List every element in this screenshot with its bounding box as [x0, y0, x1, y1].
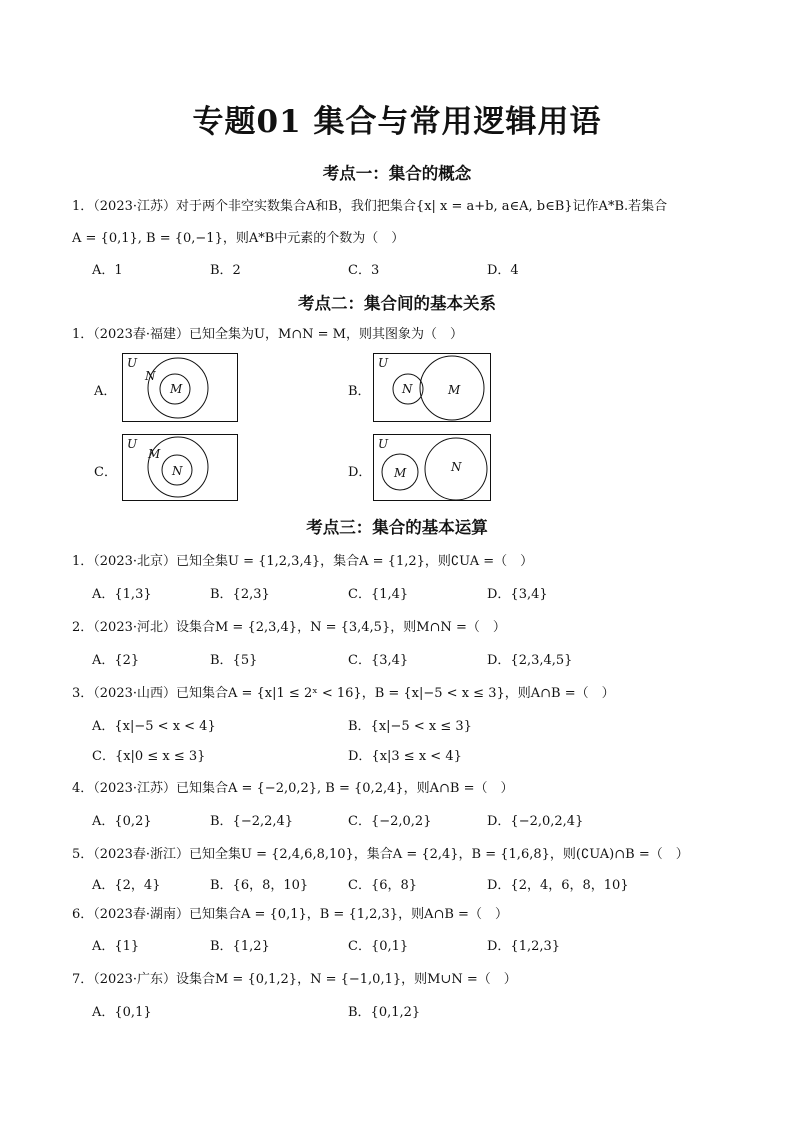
venn-label-n: N — [172, 464, 183, 478]
option-c: C．{6，8} — [348, 878, 418, 893]
option-c: C．{1,4} — [348, 587, 409, 602]
question-text: 1．（2023·江苏）对于两个非空实数集合A和B，我们把集合{x| x = a+b, a∈A, b∈B}记作A*B.若集合 — [72, 199, 668, 214]
section-heading-1: 考点一：集合的概念 — [322, 164, 472, 183]
option-d: D．{−2,0,2,4} — [487, 814, 584, 829]
question-text: 3．（2023·山西）已知集合A = {x|1 ≤ 2ˣ < 16}，B = {x|−5 < x ≤ 3}，则A∩B =（ ） — [72, 686, 615, 701]
option-c: C．{−2,0,2} — [348, 814, 432, 829]
venn-label-u: U — [127, 356, 138, 370]
option-c: C．{3,4} — [348, 653, 409, 668]
venn-label-u: U — [378, 356, 389, 370]
option-b: B．{1,2} — [210, 939, 270, 954]
section-heading-2: 考点二：集合间的基本关系 — [298, 294, 496, 313]
venn-diagram-d — [373, 434, 491, 502]
question-text: 4．（2023·江苏）已知集合A = {−2,0,2}, B = {0,2,4}，则A∩B =（ ） — [72, 781, 514, 796]
question-text: 6．（2023春·湖南）已知集合A = {0,1}，B = {1,2,3}，则A∩B =（ ） — [72, 907, 508, 922]
option-a: A．{1,3} — [92, 587, 152, 602]
question-text: 7．（2023·广东）设集合M = {0,1,2}，N = {−1,0,1}，则M∪N =（ ） — [72, 972, 517, 987]
question-text: 5．（2023春·浙江）已知全集U = {2,4,6,8,10}，集合A = {2,4}，B = {1,6,8}，则(∁UA)∩B =（ ） — [72, 847, 689, 862]
venn-label-m: M — [148, 447, 161, 461]
option-d: D．{2，4，6，8，10} — [487, 878, 629, 893]
section-heading-3: 考点三：集合的基本运算 — [306, 518, 488, 537]
option-b: B．{0,1,2} — [348, 1005, 421, 1020]
question-text: 2．（2023·河北）设集合M = {2,3,4}，N = {3,4,5}，则M∩N =（ ） — [72, 620, 506, 635]
page-title: 专题01 集合与常用逻辑用语 — [192, 104, 602, 140]
option-a: A．{x|−5 < x < 4} — [92, 719, 216, 734]
venn-label-m: M — [170, 382, 183, 396]
option-a: A．{0,2} — [92, 814, 152, 829]
option-a: A． — [94, 384, 117, 399]
question-text: 1．（2023·北京）已知全集U = {1,2,3,4}，集合A = {1,2}，则∁UA =（ ） — [72, 554, 534, 569]
option-b: B．2 — [210, 263, 241, 278]
option-d: D． — [348, 465, 372, 480]
venn-label-u: U — [378, 437, 389, 451]
option-d: D．{2,3,4,5} — [487, 653, 573, 668]
option-d: D．{1,2,3} — [487, 939, 561, 954]
option-d: D．{3,4} — [487, 587, 548, 602]
venn-label-m: M — [448, 383, 461, 397]
option-a: A．{2，4} — [92, 878, 161, 893]
option-b: B．{−2,2,4} — [210, 814, 294, 829]
option-b: B．{6，8，10} — [210, 878, 309, 893]
option-c: C．{0,1} — [348, 939, 409, 954]
option-c: C． — [94, 465, 117, 480]
venn-label-n: N — [451, 460, 462, 474]
venn-label-n: N — [402, 382, 413, 396]
venn-diagram-c — [122, 434, 238, 502]
venn-diagram-b — [373, 353, 491, 423]
option-c: C．3 — [348, 263, 380, 278]
option-a: A．{0,1} — [92, 1005, 152, 1020]
option-c: C．{x|0 ≤ x ≤ 3} — [92, 749, 206, 764]
option-a: A．{1} — [92, 939, 140, 954]
option-b: B． — [348, 384, 371, 399]
venn-label-n: N — [145, 369, 156, 383]
venn-label-u: U — [127, 437, 138, 451]
option-a: A．{2} — [92, 653, 140, 668]
option-a: A．1 — [92, 263, 123, 278]
venn-diagram-a — [122, 353, 238, 423]
option-d: D．4 — [487, 263, 519, 278]
venn-label-m: M — [394, 466, 407, 480]
question-text: A = {0,1}, B = {0,−1}，则A*B中元素的个数为（ ） — [72, 231, 405, 246]
option-d: D．{x|3 ≤ x < 4} — [348, 749, 462, 764]
option-b: B．{5} — [210, 653, 258, 668]
option-b: B．{2,3} — [210, 587, 270, 602]
question-text: 1．（2023春·福建）已知全集为U，M∩N = M，则其图象为（ ） — [72, 327, 463, 342]
option-b: B．{x|−5 < x ≤ 3} — [348, 719, 472, 734]
